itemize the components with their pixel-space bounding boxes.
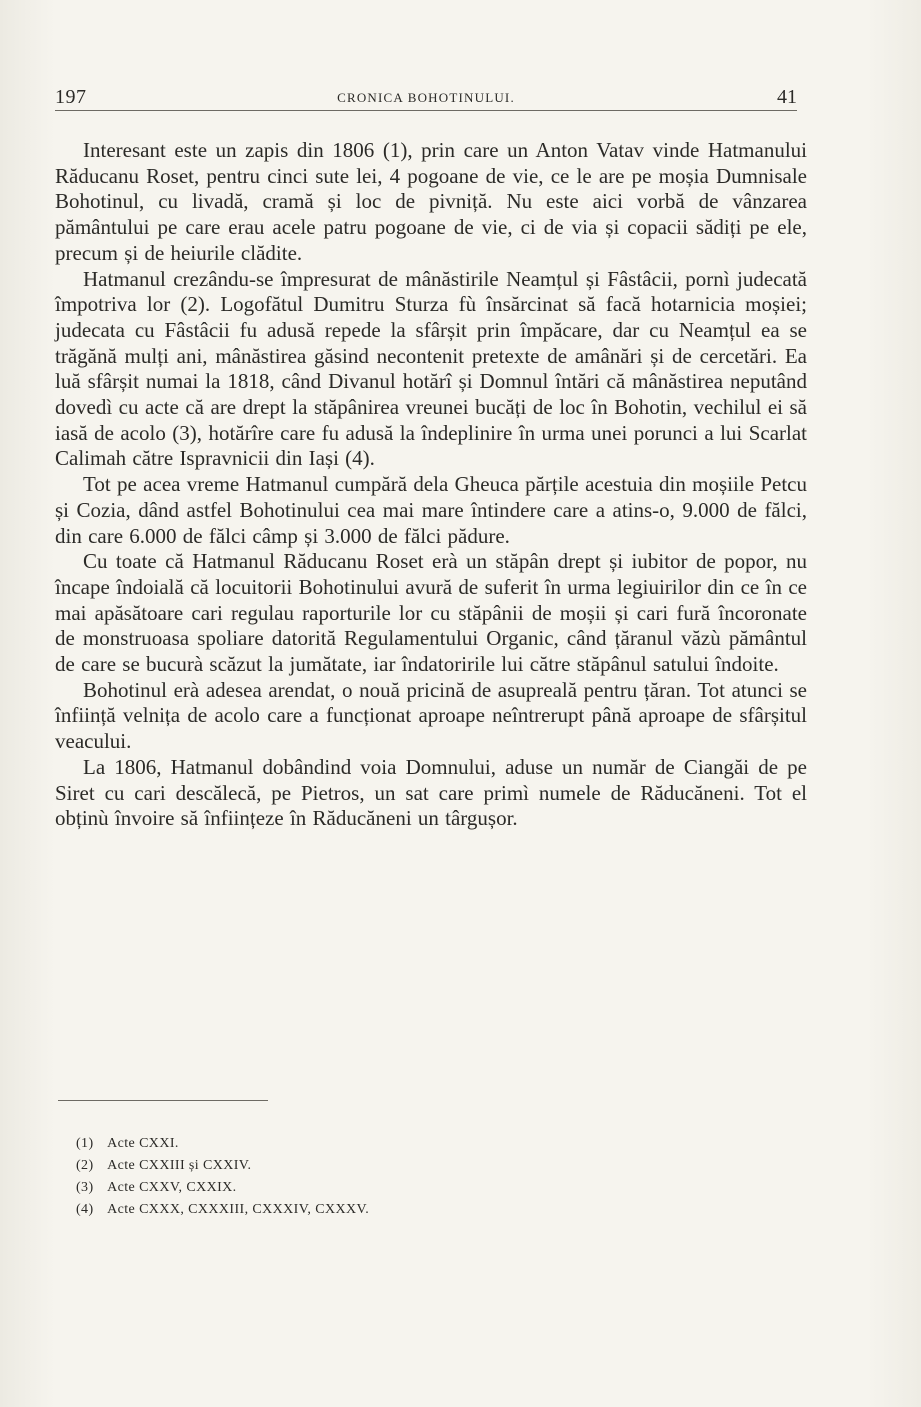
footnote-text: Acte CXXIII și CXXIV. (107, 1158, 252, 1173)
paragraph: Tot pe acea vreme Hatmanul cumpără dela Gheuca părțile acestuia din moșiile Petcu și Cozia, dând astfel Bohotinului cea mai mare întindere care a atins-o, 9.000 de fălci, din care 6.000 de fălci câmp și 3.000 de fălci pădure. (55, 472, 807, 548)
footnote-text: Acte CXXI. (107, 1136, 179, 1151)
page-number: 41 (777, 86, 797, 108)
footnote-separator (58, 1100, 268, 1101)
paragraph: Bohotinul erà adesea arendat, o nouă pricină de asupreală pentru țăran. Tot atunci se înființă velnița de acolo care a funcționat aproape neîntrerupt până aproape de sfârșitul veacului. (55, 677, 807, 754)
footnote-text: Acte CXXX, CXXXIII, CXXXIV, CXXXV. (107, 1202, 370, 1217)
footnote-number: (2) (76, 1158, 94, 1173)
footnote (76, 1177, 596, 1199)
paragraph: La 1806, Hatmanul dobândind voia Domnului, aduse un număr de Ciangăi de pe Siret cu cari descălecă, pe Pietros, un sat care primì numele de Răducăneni. Tot el obținù învoire să înființeze în Răducăneni un târgușor. (55, 754, 807, 831)
paragraph: Interesant este un zapis din 1806 (1), prin care un Anton Vatav vinde Hatmanului Răducanu Roset, pentru cinci sute lei, 4 pogoane de vie, ce le are pe moșia Dumnisale Bohotinul, cu livadă, cramă și loc de pivniță. Nu este aici vorbă de vânzarea pământului pe care erau acele patru pogoane de vie, ci de via și copacii sădiți pe ele, precum și de heiurile clădite. (55, 138, 807, 265)
footnotes (76, 1133, 596, 1221)
footnote-text: Acte CXXV, CXXIX. (107, 1180, 237, 1195)
footnote-number: (3) (76, 1180, 94, 1195)
paragraph: Cu toate că Hatmanul Răducanu Roset erà un stăpân drept și iubitor de popor, nu încape îndoială că locuitorii Bohotinului avură de suferit în urma legiuirilor din ce în ce mai apăsătoare cari regulau raporturile lor cu stăpânii de moșii și cari fură încoronate de monstruoasa spoliare datorită Regulamentului Organic, când țăranul văzù pământul de care se bucurà scăzut la jumătate, iar îndatoririle lui către stăpânul satului îndoite. (55, 549, 807, 677)
footnote-number: (4) (76, 1202, 94, 1217)
footnote (76, 1155, 596, 1177)
footnote (76, 1133, 596, 1155)
footnote-number: (1) (76, 1136, 94, 1151)
volume-page-number: 197 (55, 86, 87, 108)
running-title: CRONICA BOHOTINULUI. (337, 90, 515, 105)
main-text (55, 138, 807, 832)
paragraph: Hatmanul crezându-se împresurat de mânăstirile Neamțul și Fâstâcii, pornì judecată împotriva lor (2). Logofătul Dumitru Sturza fù însărcinat să facă hotarnicia moșiei; judecata cu Fâstâcii fu adusă repede la sfârșit prin împăcare, dar cu Neamțul ea se trăgănă mulți ani, mânăstirea găsind necontenit pretexte de amânări și de cercetări. Ea luă sfârșit numai la 1818, când Divanul hotărî și Domnul întări că mânăstirea neputând dovedì cu acte că are drept la stăpânirea vreunei bucăți de loc în Bohotin, vechilul ei să iasă de acolo (3), hotărîre care fu adusă la îndeplinire în urma unei porunci a lui Scarlat Calimah către Ispravnicii din Iași (4). (55, 266, 807, 471)
running-header (55, 80, 797, 111)
footnote (76, 1199, 596, 1221)
